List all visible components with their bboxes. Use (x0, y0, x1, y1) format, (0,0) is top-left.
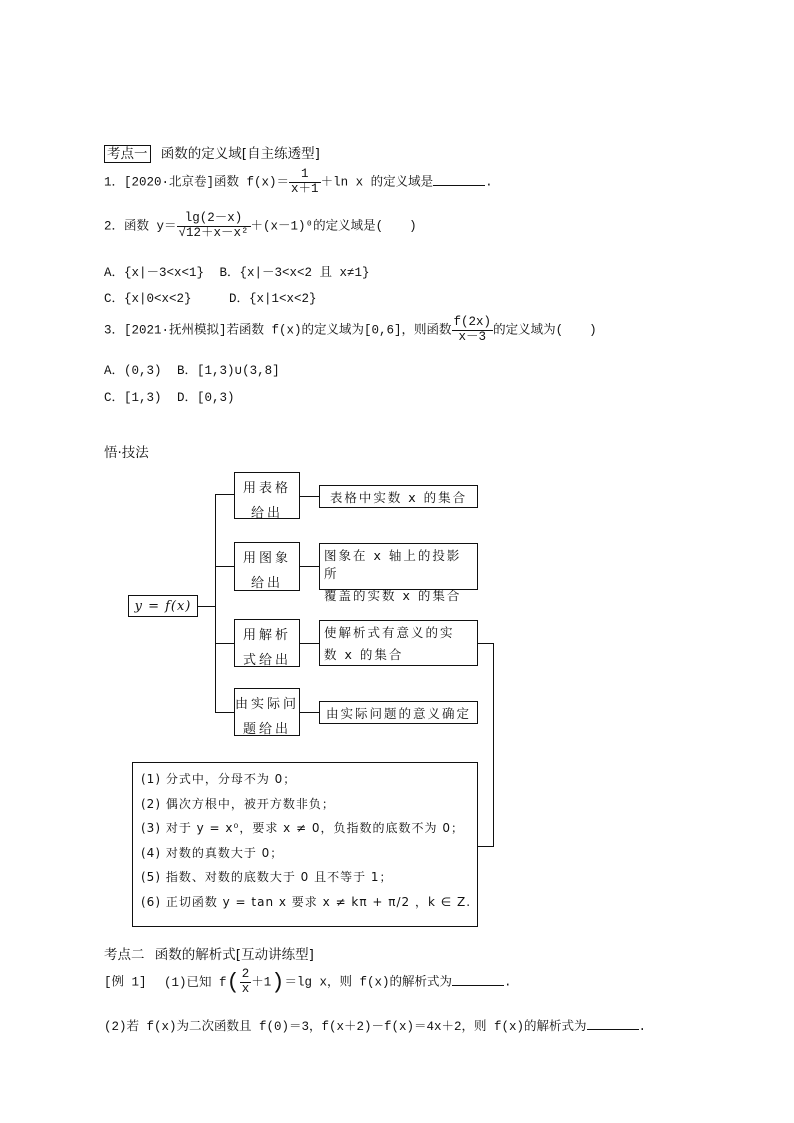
option-c[interactable]: C．[1,3) (104, 391, 162, 405)
fraction-denominator: √12＋x－x² (178, 225, 249, 240)
method-label: 用解析 (242, 628, 291, 643)
result-box-formula (319, 620, 478, 666)
section-heading-1 (104, 142, 320, 162)
example-text: ＝lg x，则 f(x)的解析式为 (284, 975, 452, 990)
rule-item: (4) 对数的真数大于 0； (141, 845, 284, 860)
question-number: 2． (104, 219, 125, 234)
question-source: [2021·抚州模拟] (124, 323, 227, 338)
result-box-table: 表格中实数 x 的集合 (319, 485, 478, 508)
options-row-2 (104, 288, 317, 306)
example-tag: [例 1] (104, 975, 147, 990)
question-text: ＋(x－1)⁰的定义域是( (250, 219, 384, 234)
rule-item: (6) 正切函数 y = tan x 要求 x ≠ kπ + π/2 ，k ∈ Z. (141, 894, 472, 909)
option-c[interactable]: C．{x|0<x<2} (104, 292, 192, 306)
fraction (240, 968, 252, 997)
example-text: (2)若 f(x)为二次函数且 f(0)＝3，f(x＋2)－f(x)＝4x＋2，则 f(x)的解析式为 (104, 1020, 587, 1034)
method-box-formula (234, 619, 300, 667)
section-heading-2 (104, 943, 314, 963)
fraction-numerator: lg(2－x) (177, 212, 251, 227)
close-paren: ) (409, 219, 417, 234)
method-label: 由实际问 (235, 697, 300, 712)
branch-line (215, 566, 234, 567)
question-text: 若函数 f(x)的定义域为[0,6]，则函数 (226, 323, 452, 338)
question-text: 函数 y＝ (124, 219, 177, 234)
option-a[interactable]: A．{x|－3<x<1} (104, 266, 205, 280)
result-text: 覆盖的实数 x 的集合 (324, 588, 462, 603)
example-text: ＋1 (251, 975, 272, 990)
question-number: 3． (104, 323, 125, 338)
method-label: 用图象 (242, 551, 291, 566)
connector-line (300, 496, 319, 497)
question-text: 函数 f(x)＝ (214, 175, 290, 190)
method-label: 给出 (250, 506, 283, 521)
connector-line (478, 846, 494, 847)
question-text: ＋ln x 的定义域是 (320, 175, 434, 190)
result-text: 数 x 的集合 (324, 647, 404, 662)
method-label: 题给出 (242, 722, 291, 737)
example-text: (1)已知 f (164, 975, 227, 990)
period: . (485, 175, 493, 190)
rule-item: (1) 分式中，分母不为 0； (141, 772, 297, 786)
branch-line (215, 494, 234, 495)
answer-blank[interactable] (452, 973, 504, 986)
fraction (289, 168, 321, 197)
fraction-denominator: x－3 (458, 329, 487, 344)
period: . (504, 975, 512, 990)
connector-line (300, 566, 319, 567)
rule-item: (2) 偶次方根中，被开方数非负； (141, 796, 335, 811)
connector-line (493, 643, 494, 846)
question-number: 1． (104, 175, 125, 190)
connector-line (300, 712, 319, 713)
rules-box (132, 762, 478, 927)
method-box-table (234, 472, 300, 519)
section-label: 考点二 (104, 947, 145, 963)
option-b[interactable]: B．[1,3)∪(3,8] (177, 364, 280, 378)
answer-blank[interactable] (587, 1017, 639, 1030)
option-d[interactable]: D．{x|1<x<2} (229, 292, 317, 306)
method-label: 用表格 (242, 481, 291, 496)
options-row-3 (104, 360, 280, 378)
method-box-graph (234, 542, 300, 591)
question-1 (104, 168, 493, 197)
options-row-1 (104, 262, 370, 280)
result-text: 图象在 x 轴上的投影所 (324, 548, 462, 581)
right-paren-large: ) (271, 969, 285, 995)
section-title: 函数的定义域[自主练透型] (160, 146, 320, 162)
option-a[interactable]: A．(0,3) (104, 364, 162, 378)
method-box-practical (234, 688, 300, 736)
options-row-4 (104, 387, 235, 405)
connector-line (300, 643, 319, 644)
fraction (452, 316, 494, 345)
method-label: 给出 (250, 576, 283, 591)
root-box: y = f(x) (128, 595, 198, 617)
fraction-denominator: x (241, 981, 250, 996)
option-d[interactable]: D．[0,3) (177, 391, 235, 405)
example-1-part-2 (104, 1016, 646, 1034)
trunk-line (215, 494, 216, 712)
technique-title: 悟·技法 (104, 445, 149, 461)
example-1-part-1 (104, 968, 512, 997)
branch-line (215, 643, 234, 644)
fraction-numerator: 2 (241, 967, 250, 981)
rule-item: (5) 指数、对数的底数大于 0 且不等于 1； (141, 870, 393, 884)
period: . (638, 1020, 647, 1034)
option-b[interactable]: B．{x|－3<x<2 且 x≠1} (219, 266, 370, 280)
rule-item: (3) 对于 y = x⁰，要求 x ≠ 0，负指数的底数不为 0； (141, 821, 465, 835)
question-text: 的定义域为( (493, 323, 564, 338)
section-title: 函数的解析式[互动讲练型] (154, 947, 314, 963)
close-paren: ) (589, 323, 597, 338)
result-box-practical: 由实际问题的意义确定 (319, 701, 478, 724)
result-text: 使解析式有意义的实 (324, 625, 455, 640)
question-source: [2020·北京卷] (124, 175, 215, 190)
method-label: 式给出 (242, 653, 291, 668)
answer-blank[interactable] (433, 173, 485, 186)
fraction-denominator: x＋1 (291, 181, 319, 196)
fraction-numerator: 1 (289, 168, 321, 183)
left-paren-large: ( (226, 969, 240, 995)
result-box-graph (319, 543, 478, 603)
question-3 (104, 316, 597, 345)
fraction (177, 212, 251, 241)
fraction-numerator: f(2x) (453, 315, 492, 329)
branch-line (215, 712, 234, 713)
question-2 (104, 212, 417, 241)
connector-line (198, 606, 215, 607)
connector-line (478, 643, 493, 644)
section-label: 考点一 (104, 145, 151, 163)
